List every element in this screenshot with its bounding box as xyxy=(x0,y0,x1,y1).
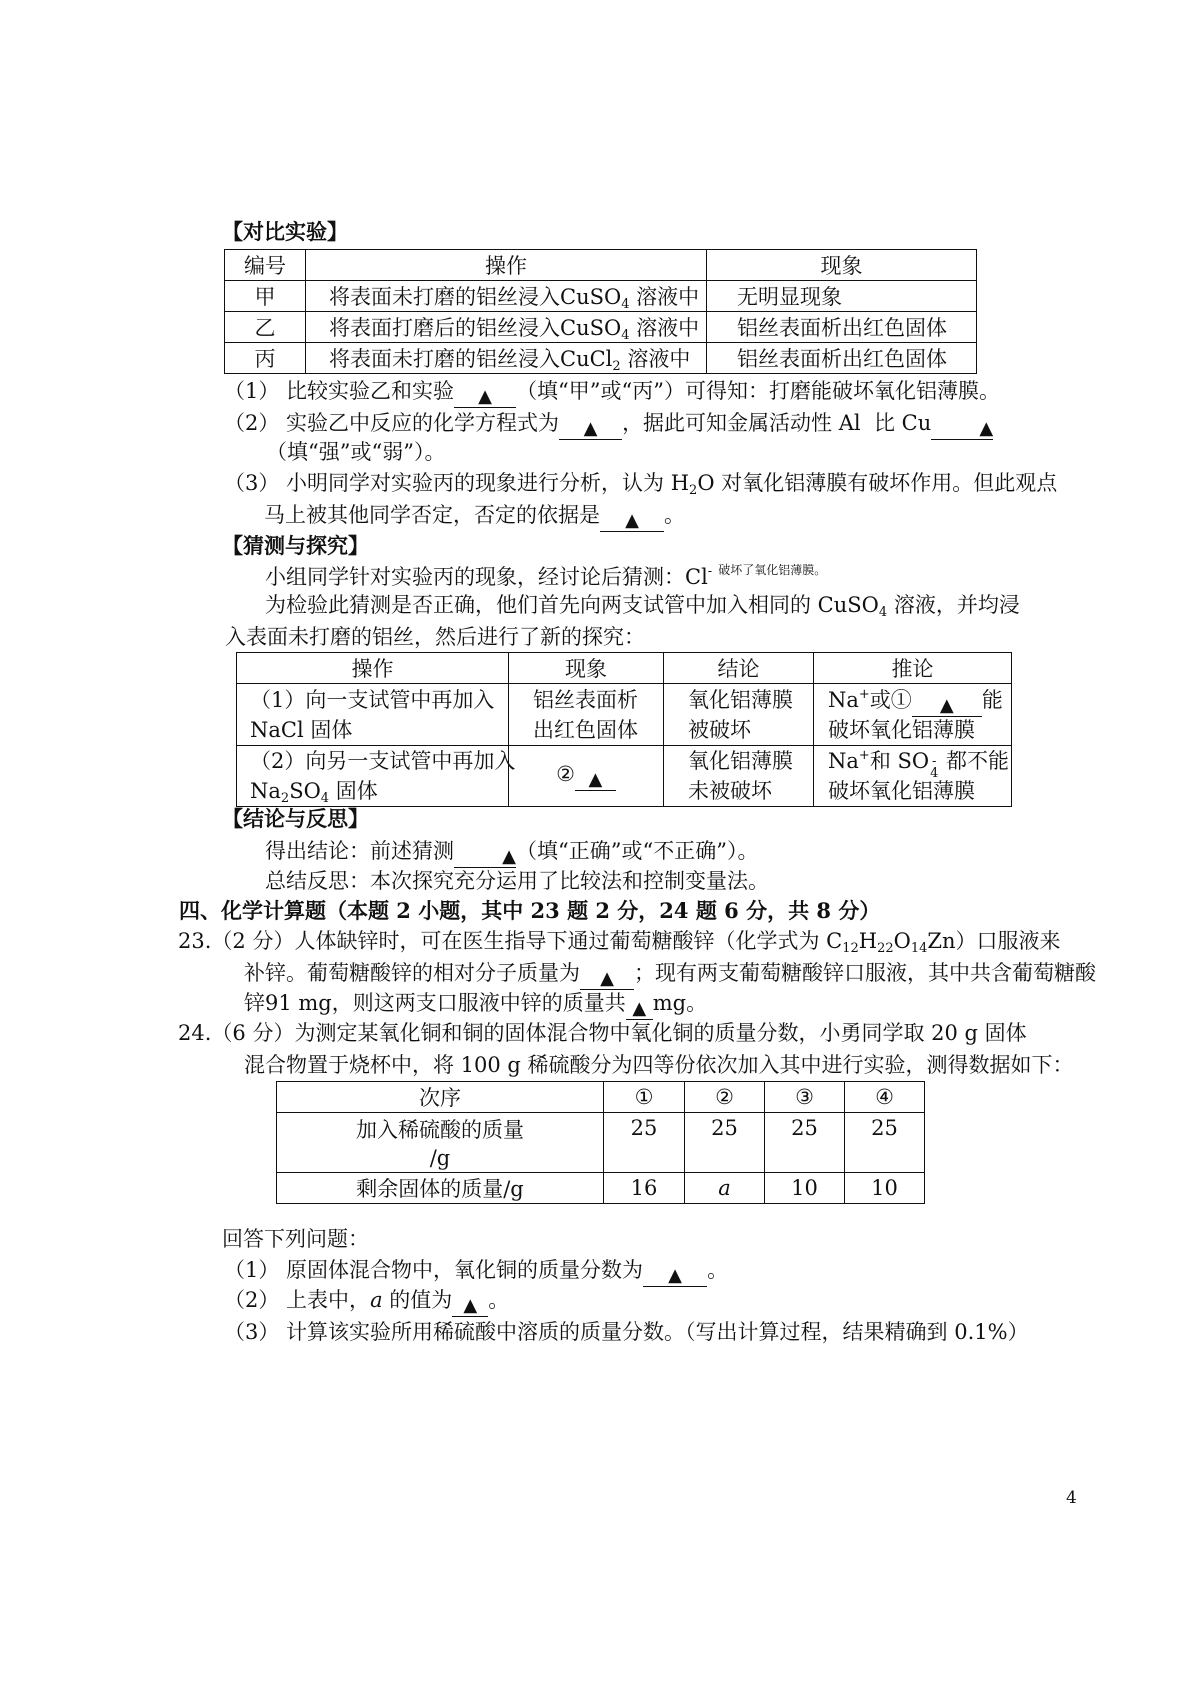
conclusion-cell xyxy=(664,684,814,746)
header-cell-operation: 操作 xyxy=(306,250,707,281)
table-cell: 10 xyxy=(765,1173,845,1204)
table-row xyxy=(225,343,977,374)
answer-blank: ▲ xyxy=(931,419,993,440)
table-row xyxy=(277,1113,925,1173)
plan-line-2: 入表面未打磨的铝丝，然后进行了新的探究： xyxy=(225,625,645,649)
operation-cell xyxy=(306,312,707,343)
cell-line: （1）向一支试管中再加入 xyxy=(250,687,495,712)
table-cell: 10 xyxy=(845,1173,925,1204)
question-1-line xyxy=(224,378,1001,407)
question-number: （2） xyxy=(224,1288,280,1312)
answer-blank: ▲ xyxy=(912,696,982,717)
circled-number: ② xyxy=(556,761,575,786)
cell-line: 氧化铝薄膜 xyxy=(688,687,793,712)
data-table xyxy=(276,1081,925,1204)
table-cell: 25 xyxy=(765,1113,845,1173)
question-23-line-1 xyxy=(178,928,1061,954)
operation-cell xyxy=(237,684,509,746)
row-label: 乙 xyxy=(225,312,306,343)
guess-text: 小组同学针对实验丙的现象，经讨论后猜测：Cl xyxy=(265,565,708,589)
question-text: ，据此可知金属活动性 Al 比 Cu xyxy=(622,411,932,435)
header-cell-operation: 操作 xyxy=(237,653,509,684)
cell-line: 破坏氧化铝薄膜 xyxy=(828,717,975,742)
answer-blank: ▲ xyxy=(454,387,516,408)
question-3-line-2 xyxy=(264,502,685,531)
answer-blank: ▲ xyxy=(452,1296,488,1317)
question-text: 计算该实验所用稀硫酸中溶质的质量分数。（写出计算过程，结果精确到 0.1%） xyxy=(279,1320,1029,1344)
phenomenon-cell: 无明显现象 xyxy=(707,281,977,312)
subscript: 22 xyxy=(877,941,894,956)
subscript: 12 xyxy=(842,941,859,956)
conclusion-cell xyxy=(664,746,814,807)
formula-part: H xyxy=(858,929,878,953)
table-cell: 25 xyxy=(845,1113,925,1173)
row-label xyxy=(277,1113,604,1173)
reflection-line: 总结反思：本次探究充分运用了比较法和控制变量法。 xyxy=(265,869,769,893)
subscript: 2 xyxy=(280,791,290,806)
header-cell-4: ④ xyxy=(845,1082,925,1113)
answer-blank: ▲ xyxy=(559,419,622,440)
question-text: 。 xyxy=(488,1288,510,1312)
row-label: 甲 xyxy=(225,281,306,312)
header-cell-conclusion: 结论 xyxy=(664,653,814,684)
answer-blank: ▲ xyxy=(454,847,516,868)
question-number: （3） xyxy=(224,1320,280,1344)
plan-line-1 xyxy=(265,592,1020,618)
guess-line xyxy=(265,564,826,590)
cell-line: 破坏氧化铝薄膜 xyxy=(828,779,975,803)
question-number: （3） xyxy=(224,471,280,495)
question-text: （2 分）人体缺锌时，可在医生指导下通过葡萄糖酸锌（化学式为 xyxy=(211,929,827,953)
variable: a xyxy=(370,1288,383,1312)
operation-cell xyxy=(306,343,707,374)
cell-line: 未被破坏 xyxy=(688,779,772,803)
cell-line: 氧化铝薄膜 xyxy=(688,749,793,773)
question-text: ；现有两支葡萄糖酸锌口服液，其中共含葡萄糖酸 xyxy=(634,961,1096,985)
plan-text: 为检验此猜测是否正确，他们首先向两支试管中加入相同的 CuSO xyxy=(265,593,879,617)
table-row xyxy=(237,684,1012,746)
compare-experiment-heading: 【对比实验】 xyxy=(222,219,348,244)
question-text: （6 分）为测定某氧化铜和铜的固体混合物中氧化铜的质量分数，小勇同学取 20 g 固体 xyxy=(211,1021,1027,1045)
question-number: （1） xyxy=(224,1258,280,1282)
question-23-line-3 xyxy=(244,990,708,1019)
cell-line: （2）向另一支试管中再加入 xyxy=(250,749,516,773)
question-23-line-2 xyxy=(244,960,1096,989)
question-text: 实验乙中反应的化学方程式为 xyxy=(279,411,560,435)
operation-tail: 溶液中 xyxy=(629,316,700,340)
header-cell-number: 编号 xyxy=(225,250,306,281)
superscript: + xyxy=(858,686,870,702)
question-text: 原固体混合物中，氧化铜的质量分数为 xyxy=(279,1258,644,1282)
cell-line xyxy=(828,685,1011,715)
inference-text: 或① xyxy=(869,687,912,712)
header-cell-phenomenon: 现象 xyxy=(509,653,664,684)
conclusion-reflection-heading: 【结论与反思】 xyxy=(222,806,369,831)
question-24-line-2: 混合物置于烧杯中，将 100 g 稀硫酸分为四等份依次加入其中进行实验，测得数据如下： xyxy=(244,1053,1074,1077)
header-cell-inference: 推论 xyxy=(814,653,1012,684)
table-row xyxy=(225,312,977,343)
formula-part: SO xyxy=(289,779,321,803)
formula-part: Zn xyxy=(927,929,956,953)
subscript: 4 xyxy=(621,328,630,343)
compare-experiment-table xyxy=(224,249,977,374)
superscript: + xyxy=(858,748,870,763)
subscript: 4 xyxy=(320,791,330,806)
ion-symbol: Na xyxy=(828,749,859,773)
table-cell: 25 xyxy=(604,1113,685,1173)
question-text: ）口服液来 xyxy=(955,929,1061,953)
question-3-line-1 xyxy=(224,470,1057,496)
question-text: 比较实验乙和实验 xyxy=(279,379,455,403)
operation-text: 将表面打磨后的铝丝浸入CuSO xyxy=(329,316,622,340)
subscript: 4 xyxy=(878,605,888,620)
table-row xyxy=(277,1173,925,1204)
table-cell: 16 xyxy=(604,1173,685,1204)
cell-line: NaCl 固体 xyxy=(250,717,353,742)
inference-cell xyxy=(814,746,1012,807)
question-number: 24. xyxy=(178,1021,212,1045)
question-text: 小明同学对实验丙的现象进行分析，认为 H xyxy=(279,471,690,495)
cell-line xyxy=(250,776,508,806)
question-text: 。 xyxy=(664,503,685,527)
formula-part: C xyxy=(826,929,843,953)
explore-table xyxy=(236,652,1012,807)
table-cell: 25 xyxy=(685,1113,765,1173)
phenomenon-cell: 铝丝表面析出红色固体 xyxy=(707,312,977,343)
header-cell-2: ② xyxy=(685,1082,765,1113)
question-24-line-1 xyxy=(178,1020,1027,1046)
cell-line: 被破坏 xyxy=(688,717,751,742)
subscript: 4 xyxy=(621,297,630,312)
conclusion-line xyxy=(265,838,759,867)
guess-small-text: 破坏了氧化铝薄膜。 xyxy=(718,563,827,577)
row-label: 丙 xyxy=(225,343,306,374)
conclusion-text: （填“正确”或“不正确”）。 xyxy=(516,839,759,863)
cell-line: 铝丝表面析 xyxy=(533,687,638,712)
table-row xyxy=(225,281,977,312)
header-cell-phenomenon: 现象 xyxy=(707,250,977,281)
operation-text: 将表面未打磨的铝丝浸入CuCl xyxy=(329,347,613,371)
question-text: 上表中， xyxy=(279,1288,371,1312)
question-2-line-1 xyxy=(224,410,994,439)
question-text: 的值为 xyxy=(382,1288,453,1312)
table-cell: a xyxy=(685,1173,765,1204)
header-cell-3: ③ xyxy=(765,1082,845,1113)
question-number: （2） xyxy=(224,411,280,435)
sub-question-1 xyxy=(224,1257,729,1286)
operation-cell xyxy=(237,746,516,807)
ion-symbol: Na xyxy=(828,687,859,712)
phenomenon-cell xyxy=(509,684,664,746)
inference-text: 能 xyxy=(981,687,1003,712)
table-header-row xyxy=(237,653,1012,684)
subscript: 14 xyxy=(910,941,928,956)
table-row xyxy=(237,746,1012,807)
cell-line xyxy=(828,746,1011,781)
header-cell-order: 次序 xyxy=(277,1082,604,1113)
operation-cell xyxy=(306,281,707,312)
operation-tail: 溶液中 xyxy=(629,285,700,309)
table-header-row xyxy=(225,250,977,281)
superscript: - xyxy=(707,564,713,579)
answer-blank: ▲ xyxy=(626,999,653,1020)
question-text: 马上被其他同学否定，否定的依据是 xyxy=(264,503,600,527)
inference-text: 和 SO xyxy=(869,749,930,773)
subscript: 2 xyxy=(689,483,698,498)
answer-blank: ▲ xyxy=(600,511,664,532)
cell-line: /g xyxy=(429,1146,451,1170)
question-number: （1） xyxy=(224,379,280,403)
calculation-section-heading: 四、化学计算题（本题 2 小题，其中 23 题 2 分，24 题 6 分，共 8 分） xyxy=(179,898,881,923)
question-text: 补锌。葡萄糖酸锌的相对分子质量为 xyxy=(244,961,580,985)
cell-line: 加入稀硫酸的质量 xyxy=(356,1118,524,1142)
question-2-line-2: （填“强”或“弱”）。 xyxy=(266,440,446,464)
row-label: 剩余固体的质量/g xyxy=(277,1173,604,1204)
sub-question-2 xyxy=(224,1287,510,1316)
question-text: （填“甲”或“丙”）可得知：打磨能破坏氧化铝薄膜。 xyxy=(516,379,1001,403)
ion-charge: - xyxy=(932,754,937,769)
answer-prompt: 回答下列问题： xyxy=(222,1227,369,1251)
question-text: 。 xyxy=(707,1258,729,1282)
page-number: 4 xyxy=(1066,1488,1077,1508)
cell-line: 出红色固体 xyxy=(533,717,638,742)
formula-part: O xyxy=(893,929,911,953)
table-header-row xyxy=(277,1082,925,1113)
inference-text: 都不能 xyxy=(939,749,1010,773)
answer-blank: ▲ xyxy=(575,770,616,791)
formula-part: Na xyxy=(250,779,281,803)
conclusion-text: 得出结论：前述猜测 xyxy=(265,839,454,863)
operation-tail: 固体 xyxy=(329,779,378,803)
phenomenon-cell: 铝丝表面析出红色固体 xyxy=(707,343,977,374)
answer-blank: ▲ xyxy=(580,969,634,990)
answer-blank: ▲ xyxy=(643,1266,707,1287)
question-text: 锌91 mg，则这两支口服液中锌的质量共 xyxy=(244,991,626,1015)
operation-text: 将表面未打磨的铝丝浸入CuSO xyxy=(329,285,622,309)
operation-tail: 溶液中 xyxy=(620,347,691,371)
header-cell-1: ① xyxy=(604,1082,685,1113)
phenomenon-cell xyxy=(509,746,664,807)
question-number: 23. xyxy=(178,929,212,953)
sub-question-3 xyxy=(224,1319,1029,1345)
inference-cell xyxy=(814,684,1012,746)
subscript: 2 xyxy=(612,359,621,374)
guess-explore-heading: 【猜测与探究】 xyxy=(222,533,369,558)
ion-subscript: 4 xyxy=(930,766,939,781)
question-text: mg。 xyxy=(652,991,708,1015)
plan-text: 溶液，并均浸 xyxy=(887,593,1020,617)
question-text: O 对氧化铝薄膜有破坏作用。但此观点 xyxy=(697,471,1058,495)
